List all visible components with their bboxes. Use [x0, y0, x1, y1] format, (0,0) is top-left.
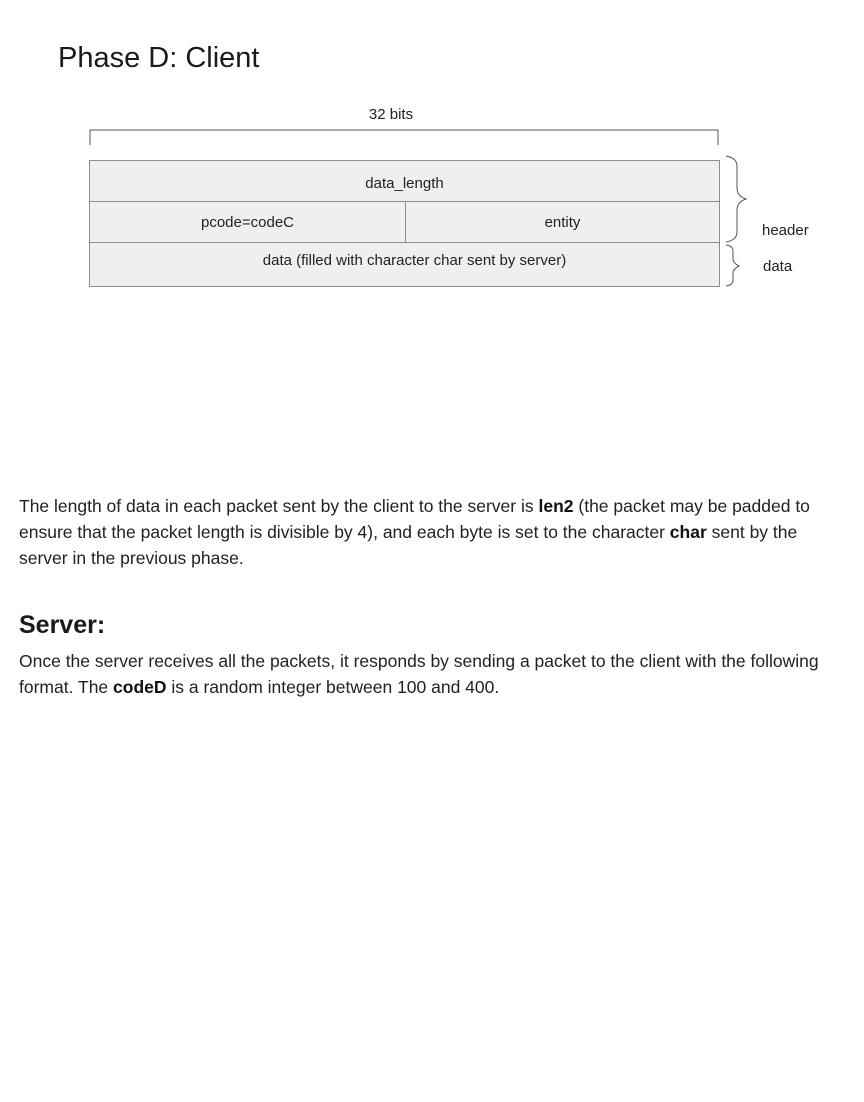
server-description-paragraph — [19, 648, 849, 700]
packet-row-length — [89, 160, 720, 202]
data-brace-label: data — [763, 258, 793, 275]
coded-term: codeD — [113, 677, 167, 697]
client-description-paragraph — [19, 493, 849, 571]
para2-text-2: is a random integer between 100 and 400. — [166, 677, 500, 697]
data-field: data (filled with character char sent by server) — [262, 252, 567, 269]
packet-row-data — [89, 243, 720, 287]
width-bracket — [90, 130, 718, 145]
para1-text-1: The length of data in each packet sent by the client to the server is — [19, 496, 539, 516]
pcode-field: pcode=codeC — [90, 202, 406, 242]
page-title: Phase D: Client — [58, 42, 260, 74]
data-length-field: data_length — [365, 174, 444, 192]
entity-field: entity — [544, 213, 581, 231]
len2-term: len2 — [538, 496, 574, 516]
para1-text-3: sent by the server in the previous phase. — [19, 522, 798, 568]
bit-width-label: 32 bits — [368, 106, 414, 123]
packet-row-pcode-entity — [89, 202, 720, 243]
packet-format-diagram — [89, 160, 720, 287]
data-brace — [726, 245, 739, 286]
server-heading: Server: — [19, 611, 106, 639]
para1-text-2: (the packet may be padded to ensure that the packet length is divisible by 4), and each byte is set to the character — [19, 496, 810, 542]
para2-text-1: Once the server receives all the packets, it responds by sending a packet to the client with the following format. The — [19, 651, 819, 697]
char-term: char — [669, 522, 707, 542]
header-brace — [726, 156, 746, 242]
header-brace-label: header — [762, 222, 809, 239]
